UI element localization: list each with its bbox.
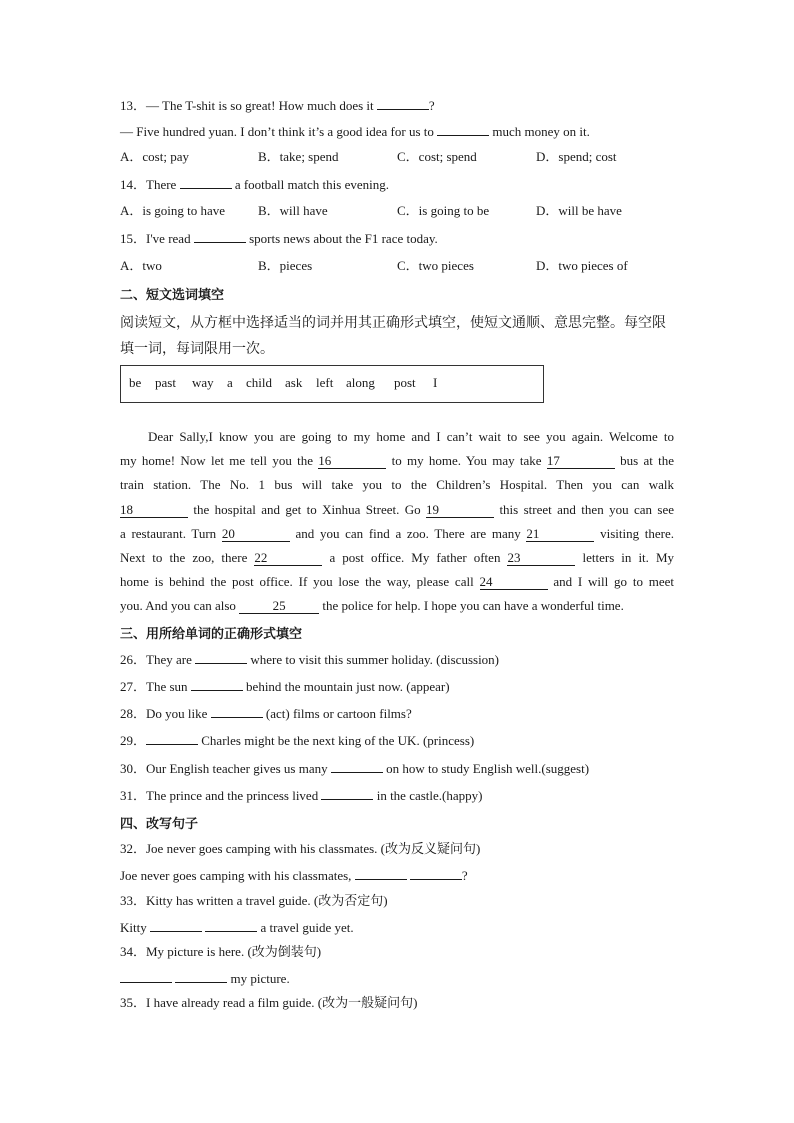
blank-18[interactable]: 18: [120, 503, 188, 518]
answer-blank[interactable]: [175, 970, 227, 983]
question-34: 34．My picture is here. (改为倒装句): [120, 944, 322, 959]
section-4-title: 四、改写句子: [120, 817, 199, 832]
word-option: past: [155, 375, 176, 390]
passage-line: Dear Sally,I know you are going to my home and I can’t wait to see you again. Welcome to: [148, 429, 674, 444]
option-14-a[interactable]: A．is going to have: [120, 203, 226, 218]
blank-19[interactable]: 19: [426, 503, 494, 518]
word-option: left: [316, 375, 334, 390]
answer-blank[interactable]: [195, 651, 247, 664]
question-28: 28．Do you like (act) films or cartoon films?: [120, 706, 412, 721]
question-14: 14．There a football match this evening.: [120, 177, 389, 192]
blank-23[interactable]: 23: [507, 551, 575, 566]
option-14-d[interactable]: D．will be have: [536, 203, 622, 218]
passage-line: Next to the zoo, there 22 a post office. My father often 23 letters in it. My: [120, 550, 675, 565]
word-option: post: [394, 375, 416, 390]
answer-blank[interactable]: [205, 919, 257, 932]
question-13: 13．— The T-shit is so great! How much does it ?: [120, 98, 435, 113]
passage-line: a restaurant. Turn 20 and you can find a zoo. There are many 21 visiting there.: [120, 526, 674, 541]
option-15-a[interactable]: A．two: [120, 258, 162, 273]
word-option: a: [227, 375, 233, 390]
question-35: 35．I have already read a film guide. (改为一般疑问句): [120, 995, 418, 1010]
word-option: ask: [285, 375, 303, 390]
passage-line: home is behind the post office. If you lose the way, please call 24 and I will go to meet: [120, 574, 675, 589]
question-30: 30．Our English teacher gives us many on how to study English well.(suggest): [120, 761, 590, 776]
option-13-c[interactable]: C．cost; spend: [397, 149, 477, 164]
word-option: child: [246, 375, 272, 390]
answer-blank[interactable]: [211, 705, 263, 718]
answer-blank[interactable]: [150, 919, 202, 932]
answer-blank[interactable]: [146, 732, 198, 745]
option-15-d[interactable]: D．two pieces of: [536, 258, 628, 273]
section-2-instruction: 阅读短文，从方框中选择适当的词并用其正确形式填空，使短文通顺、意思完整。每空限: [120, 315, 666, 331]
option-15-b[interactable]: B．pieces: [258, 258, 313, 273]
answer-blank[interactable]: [194, 230, 246, 243]
blank-16[interactable]: 16: [318, 454, 386, 469]
word-option: way: [192, 375, 214, 390]
answer-blank[interactable]: [191, 678, 243, 691]
question-13-line2: — Five hundred yuan. I don’t think it’s a good idea for us to much money on it.: [120, 124, 590, 139]
answer-blank[interactable]: [410, 867, 462, 880]
question-33: 33．Kitty has written a travel guide. (改为否定句): [120, 893, 388, 908]
blank-20[interactable]: 20: [222, 527, 290, 542]
answer-blank[interactable]: [437, 123, 489, 136]
section-2-title: 二、短文选词填空: [120, 288, 225, 303]
blank-21[interactable]: 21: [526, 527, 594, 542]
option-15-c[interactable]: C．two pieces: [397, 258, 474, 273]
answer-blank[interactable]: [120, 970, 172, 983]
question-26: 26．They are where to visit this summer holiday. (discussion): [120, 652, 500, 667]
blank-22[interactable]: 22: [254, 551, 322, 566]
option-14-b[interactable]: B．will have: [258, 203, 328, 218]
answer-blank[interactable]: [180, 176, 232, 189]
word-option: along: [346, 375, 375, 390]
option-13-a[interactable]: A．cost; pay: [120, 149, 189, 164]
question-27: 27．The sun behind the mountain just now. (appear): [120, 679, 450, 694]
section-3-title: 三、用所给单词的正确形式填空: [120, 627, 303, 642]
question-29: 29． Charles might be the next king of the UK. (princess): [120, 733, 475, 748]
answer-blank[interactable]: [355, 867, 407, 880]
answer-blank[interactable]: [321, 787, 373, 800]
question-32: 32．Joe never goes camping with his classmates. (改为反义疑问句): [120, 841, 481, 856]
answer-blank[interactable]: [331, 760, 383, 773]
option-13-b[interactable]: B．take; spend: [258, 149, 339, 164]
blank-24[interactable]: 24: [480, 575, 548, 590]
word-option: be: [129, 375, 142, 390]
passage-line: 18 the hospital and get to Xinhua Street. Go 19 this street and then you can see: [120, 502, 674, 517]
blank-25[interactable]: 25: [239, 599, 319, 614]
option-13-d[interactable]: D．spend; cost: [536, 149, 617, 164]
question-32-answer: Joe never goes camping with his classmates, ?: [120, 868, 468, 883]
passage-line: my home! Now let me tell you the 16 to my home. You may take 17 bus at the: [120, 453, 675, 468]
word-option: I: [433, 375, 438, 390]
passage-line: you. And you can also 25 the police for help. I hope you can have a wonderful time.: [120, 598, 624, 613]
question-34-answer: my picture.: [120, 970, 290, 987]
answer-blank[interactable]: [377, 97, 429, 110]
question-31: 31．The prince and the princess lived in the castle.(happy): [120, 788, 483, 803]
option-14-c[interactable]: C．is going to be: [397, 203, 490, 218]
question-33-answer: Kitty a travel guide yet.: [120, 920, 354, 935]
passage-line: train station. The No. 1 bus will take you to the Children’s Hospital. Then you can walk: [120, 477, 674, 492]
blank-17[interactable]: 17: [547, 454, 615, 469]
section-2-instruction-cont: 填一词，每词限用一次。: [120, 341, 274, 357]
question-15: 15．I've read sports news about the F1 race today.: [120, 231, 438, 246]
